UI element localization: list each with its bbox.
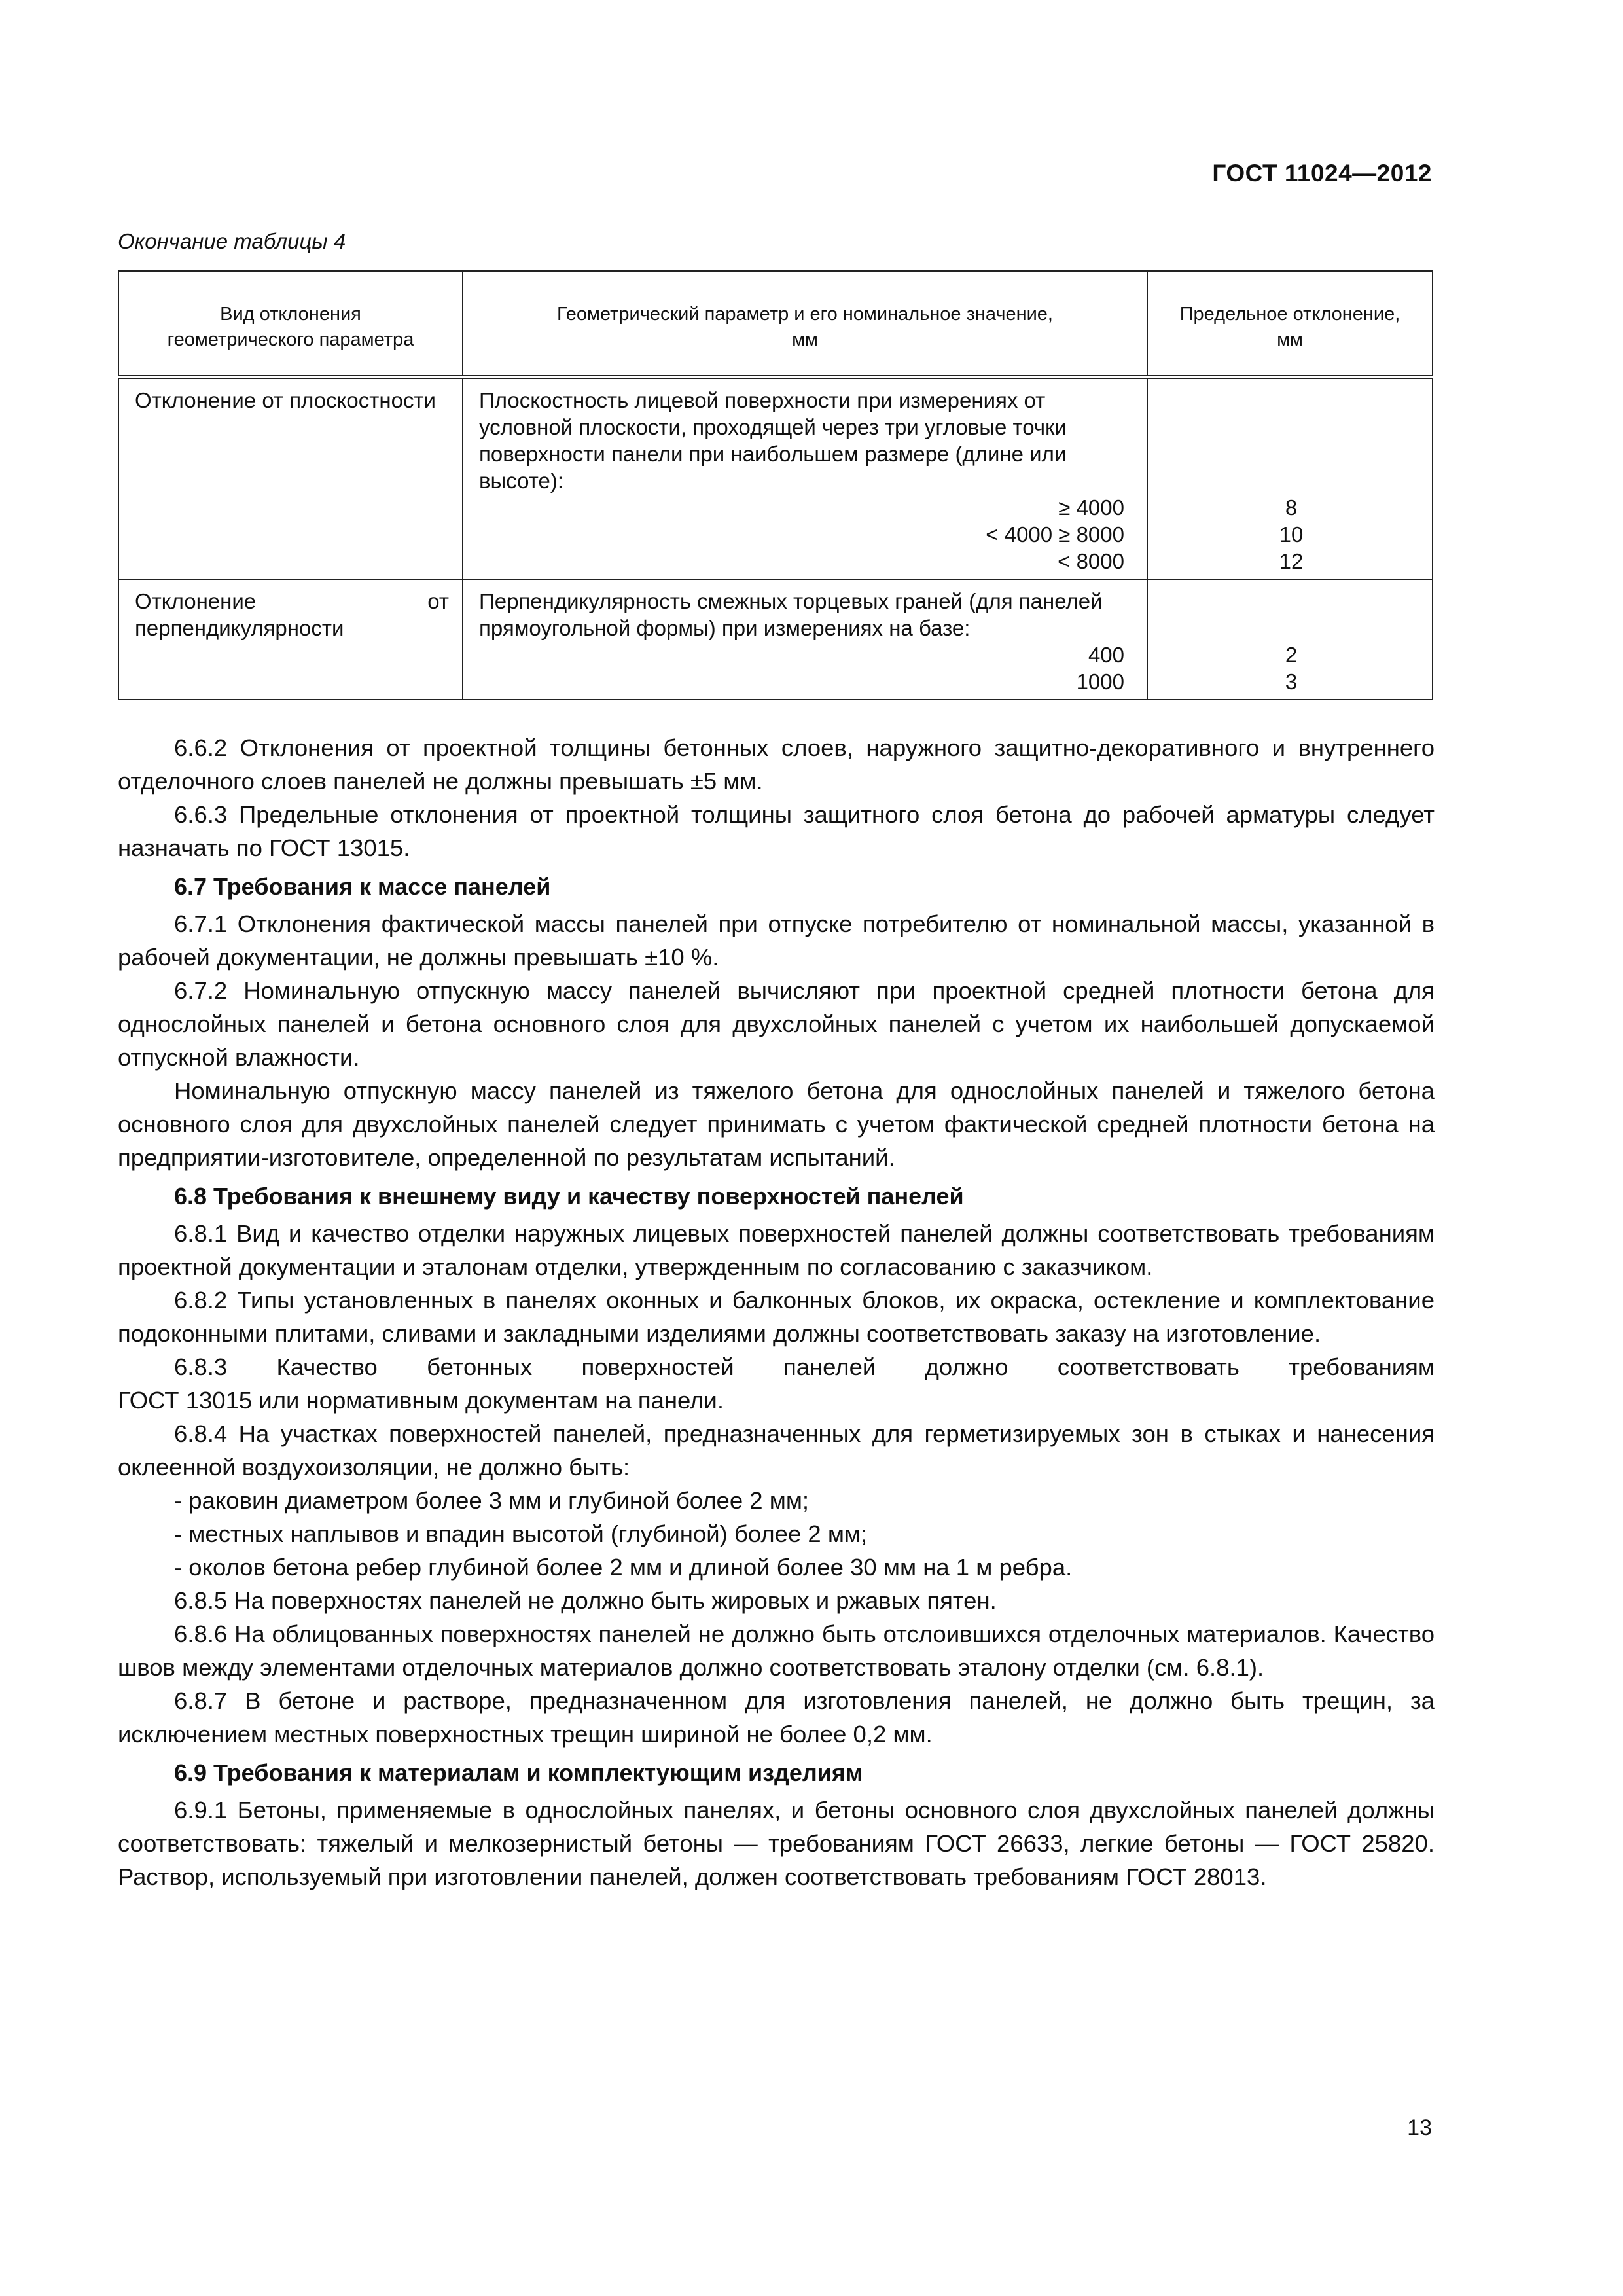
cell-parameter: Перпендикулярность смежных торцевых граней (для панелей прямоугольной формы) при измерениях на базе: 400 1000 bbox=[463, 579, 1147, 700]
section-heading-6-8: 6.8 Требования к внешнему виду и качеству поверхностей панелей bbox=[174, 1183, 964, 1210]
paragraph-6-9-1: 6.9.1 Бетоны, применяемые в однослойных панелях, и бетоны основного слоя двухслойных панелей должны соответствовать: тяжелый и мелкозернистый бетоны — требованиям ГОСТ 26633, легкие бетоны — ГОСТ 25820. Раствор, используемый при изготовлении панелей, должен соответствовать требованиям ГОСТ 28013. bbox=[118, 1797, 1435, 1890]
table-row bbox=[118, 579, 1433, 700]
list-item: - околов бетона ребер глубиной более 2 мм и длиной более 30 мм на 1 м ребра. bbox=[174, 1554, 1073, 1581]
page-header-standard: ГОСТ 11024—2012 bbox=[1212, 160, 1432, 187]
paragraph-6-7-1: 6.7.1 Отклонения фактической массы панелей при отпуске потребителю от номинальной массы, указанной в рабочей документации, не должны превышать ±10 %. bbox=[118, 910, 1435, 971]
list-item: - местных наплывов и впадин высотой (глубиной) более 2 мм; bbox=[174, 1520, 868, 1547]
cell-limit bbox=[1147, 579, 1433, 700]
page-number: 13 bbox=[1407, 2115, 1432, 2140]
paragraph-6-8-5: 6.8.5 На поверхностях панелей не должно быть жировых и ржавых пятен. bbox=[174, 1587, 997, 1614]
paragraph-6-8-3-continued: ГОСТ 13015 или нормативным документам на панели. bbox=[118, 1387, 724, 1414]
paragraph-6-7-2-continued: Номинальную отпускную массу панелей из тяжелого бетона для однослойных панелей и тяжелого бетона основного слоя для двухслойных панелей следует принимать с учетом фактической средней плотности бетона на предприятии-изготовителе, определенной по результатам испытаний. bbox=[118, 1077, 1435, 1171]
limit-list: 2 3 bbox=[1285, 643, 1298, 694]
table-row bbox=[118, 377, 1433, 579]
paragraph-6-6-2: 6.6.2 Отклонения от проектной толщины бетонных слоев, наружного защитно-декоративного и внутреннего отделочного слоев панелей не должны превышать ±5 мм. bbox=[118, 734, 1435, 795]
list-item: - раковин диаметром более 3 мм и глубиной более 2 мм; bbox=[174, 1487, 810, 1514]
section-heading-6-7: 6.7 Требования к массе панелей bbox=[174, 873, 551, 900]
deviation-table bbox=[118, 270, 1432, 700]
column-header-limit: Предельное отклонение, мм bbox=[1147, 271, 1433, 377]
paragraph-6-8-6: 6.8.6 На облицованных поверхностях панелей не должно быть отслоившихся отделочных материалов. Качество швов между элементами отделочных материалов должно соответствовать эталону отделки (см. 6.8.1). bbox=[118, 1621, 1435, 1681]
paragraph-6-6-3: 6.6.3 Предельные отклонения от проектной толщины защитного слоя бетона до рабочей арматуры следует назначать по ГОСТ 13015. bbox=[118, 801, 1435, 861]
cell-deviation: Отклонение от перпендикулярности bbox=[118, 579, 463, 700]
paragraph-6-8-1: 6.8.1 Вид и качество отделки наружных лицевых поверхностей панелей должны соответствовать требованиям проектной документации и эталонам отделки, утвержденным по согласованию с заказчиком. bbox=[118, 1220, 1435, 1280]
table-caption: Окончание таблицы 4 bbox=[118, 229, 346, 253]
cell-deviation: Отклонение от плоскостности bbox=[118, 377, 463, 579]
paragraph-6-8-7: 6.8.7 В бетоне и растворе, предназначенном для изготовления панелей, не должно быть трещин, за исключением местных поверхностных трещин шириной не более 0,2 мм. bbox=[118, 1687, 1435, 1748]
paragraph-6-7-2: 6.7.2 Номинальную отпускную массу панелей вычисляют при проектной средней плотности бетона для однослойных панелей и бетона основного слоя для двухслойных панелей с учетом их наибольшей допускаемой отпускной влажности. bbox=[118, 977, 1435, 1071]
section-heading-6-9: 6.9 Требования к материалам и комплектующим изделиям bbox=[174, 1759, 863, 1786]
limit-list: 8 10 12 bbox=[1279, 495, 1304, 573]
paragraph-6-8-2: 6.8.2 Типы установленных в панелях оконных и балконных блоков, их окраска, остекление и комплектование подоконными плитами, сливами и закладными изделиями должны соответствовать заказу на изготовление. bbox=[118, 1287, 1435, 1347]
subvalue-list: 400 1000 bbox=[1076, 643, 1124, 694]
column-header-parameter: Геометрический параметр и его номинальное значение, мм bbox=[463, 271, 1147, 377]
subvalue-list: ≥ 4000 < 4000 ≥ 8000 < 8000 bbox=[986, 495, 1124, 573]
column-header-deviation: Вид отклонения геометрического параметра bbox=[118, 271, 463, 377]
cell-parameter: Плоскостность лицевой поверхности при измерениях от условной плоскости, проходящей через три угловые точки поверхности панели при наибольшем размере (длине или высоте): ≥ 4000 < 4000 ≥ 8000 < 8000 bbox=[463, 377, 1147, 579]
document-body bbox=[118, 731, 1435, 1893]
paragraph-6-8-3: 6.8.3 Качество бетонных поверхностей панелей должно соответствовать требованиям bbox=[174, 1354, 1435, 1380]
table-header-row bbox=[118, 271, 1433, 377]
paragraph-6-8-4: 6.8.4 На участках поверхностей панелей, предназначенных для герметизируемых зон в стыках и нанесения оклеенной воздухоизоляции, не должно быть: bbox=[118, 1420, 1435, 1480]
cell-limit bbox=[1147, 377, 1433, 579]
